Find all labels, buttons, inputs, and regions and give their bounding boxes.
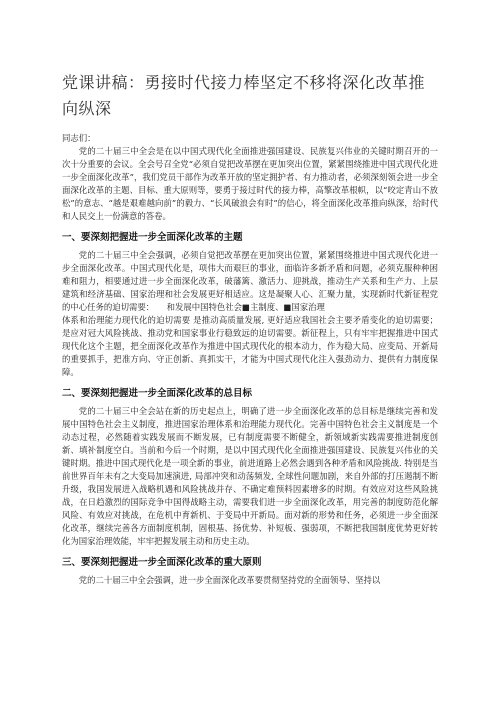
section-2-paragraph-1: 党的二十届三中全会站在新的历史起点上，明确了进一步全面深化改革的总目标是继续完善和发展中国特色社会主义制度，推进国家治理体系和治理能力现代化。完善中国特色社会主义制度是一个动态过程，必然随着实践发展而不断发展，已有制度需要不断健全，新领域新实践需要推进制度创新、填补制度空白。当前和今后一个时期，是以中国式现代化全面推进强国建设、民族复兴伟业的关键时期。推进中国式现代化是一项全新的事业，前进道路上必然会遇到各种矛盾和风险挑战. 特别是当前世界百年未有之大变局加速演进, 局部冲突和动荡频发, 全球性问题加剧，来自外部的打压遏制不断升级，我国发展进入战略机遇和风险挑战并存、不确定难预料因素增多的时期。有效应对这些风险挑战，在日趋激烈的国际竞争中国得战略主动，需要我们进一步全面深化改革，用完善的制度防范化解风险、有效应对挑战，在危机中育新机、于变局中开新局。面对新的形势和任务，必须进一步全面深化改革，继续完善各方面制度机制，固根基、扬优势、补短板、强弱项，不断把我国制度优势更好转化为国家治理效能，牢牢把握发展主动和历史主动。 bbox=[62, 405, 438, 547]
salutation: 同志们： bbox=[62, 133, 96, 143]
section-3-paragraph-1: 党的二十届三中全会强调，进一步全面深化改革要贯彻坚持党的全面领导、坚持以 bbox=[78, 574, 381, 585]
section-heading-1: 一、要深刻把握进一步全面深化改革的主题 bbox=[62, 231, 243, 243]
document-title: 党课讲稿：勇接时代接力棒坚定不移将深化改革推向纵深 bbox=[62, 73, 426, 118]
section-1-paragraph-1: 党的二十届三中全会强调，必须自觉把改革摆在更加突出位置，紧紧围绕推进中国式现代化进一步全面深化改革。中国式现代化是，项伟大而艰巨的事业，面临许多新矛盾和问题，必须克服种种困难和阻力，相要通过进一步全面深化改革，破藩篱、激活力、迎挑战，推动生产关系和生产力、上层建筑和经济基础、国家治理和社会发展更好相适应。这是凝聚人心、汇聚力量，实现新时代新征程党的中心任务的迫切需要： 和发展中国特色社会■主制度、■国家治理 bbox=[62, 249, 438, 312]
intro-paragraph: 党的二十届三中全会是在以中国式现代化全面推进强国建设、民族复兴伟业的关键时期召开的一次十分重要的会议。全会号召全党“必须自觉把改革摆在更加突出位置，紧紧围绕推进中国式现代化进一步全面深化改革”，我们党员干部作为改革开放的坚定拥护者、有力推动者，必须深刻领会进一步全面深化改革的主题、目标、重大原则等，要勇于接过时代的接力棒，高擎改革根帜，以“咬定青山不放松”的意志、“越是艰难越向前”的毅力、“长风破浪会有时”的信心，将全面深化改革推向纵深，给时代和人民交上一份满意的答卷。 bbox=[62, 146, 438, 222]
section-heading-3: 三、要深刻把握进一步全面深化改革的重大原则 bbox=[62, 556, 262, 568]
section-heading-2: 二、要深刻把握进一步全面深化改革的总目标 bbox=[62, 387, 253, 399]
section-1-paragraph-2: 体系和治理能力现代化的迫切需要 是推动高质量发展, 更好适应我国社会主要矛盾变化的迫切需要；是应对冠大风险挑战、推动党和国家事业行稳致远的迫切需要。新征程上，只有牢牢把握推进中国式现代化这个主题，把全面深化改革作为推进中国式现代化的根本动力，作为稳大局、应变局、开新局的重要抓手，把准方向、守正创新、真抓实干，才能为中国式现代化注入强劲动力、提供有力制度保障。 bbox=[62, 315, 438, 378]
